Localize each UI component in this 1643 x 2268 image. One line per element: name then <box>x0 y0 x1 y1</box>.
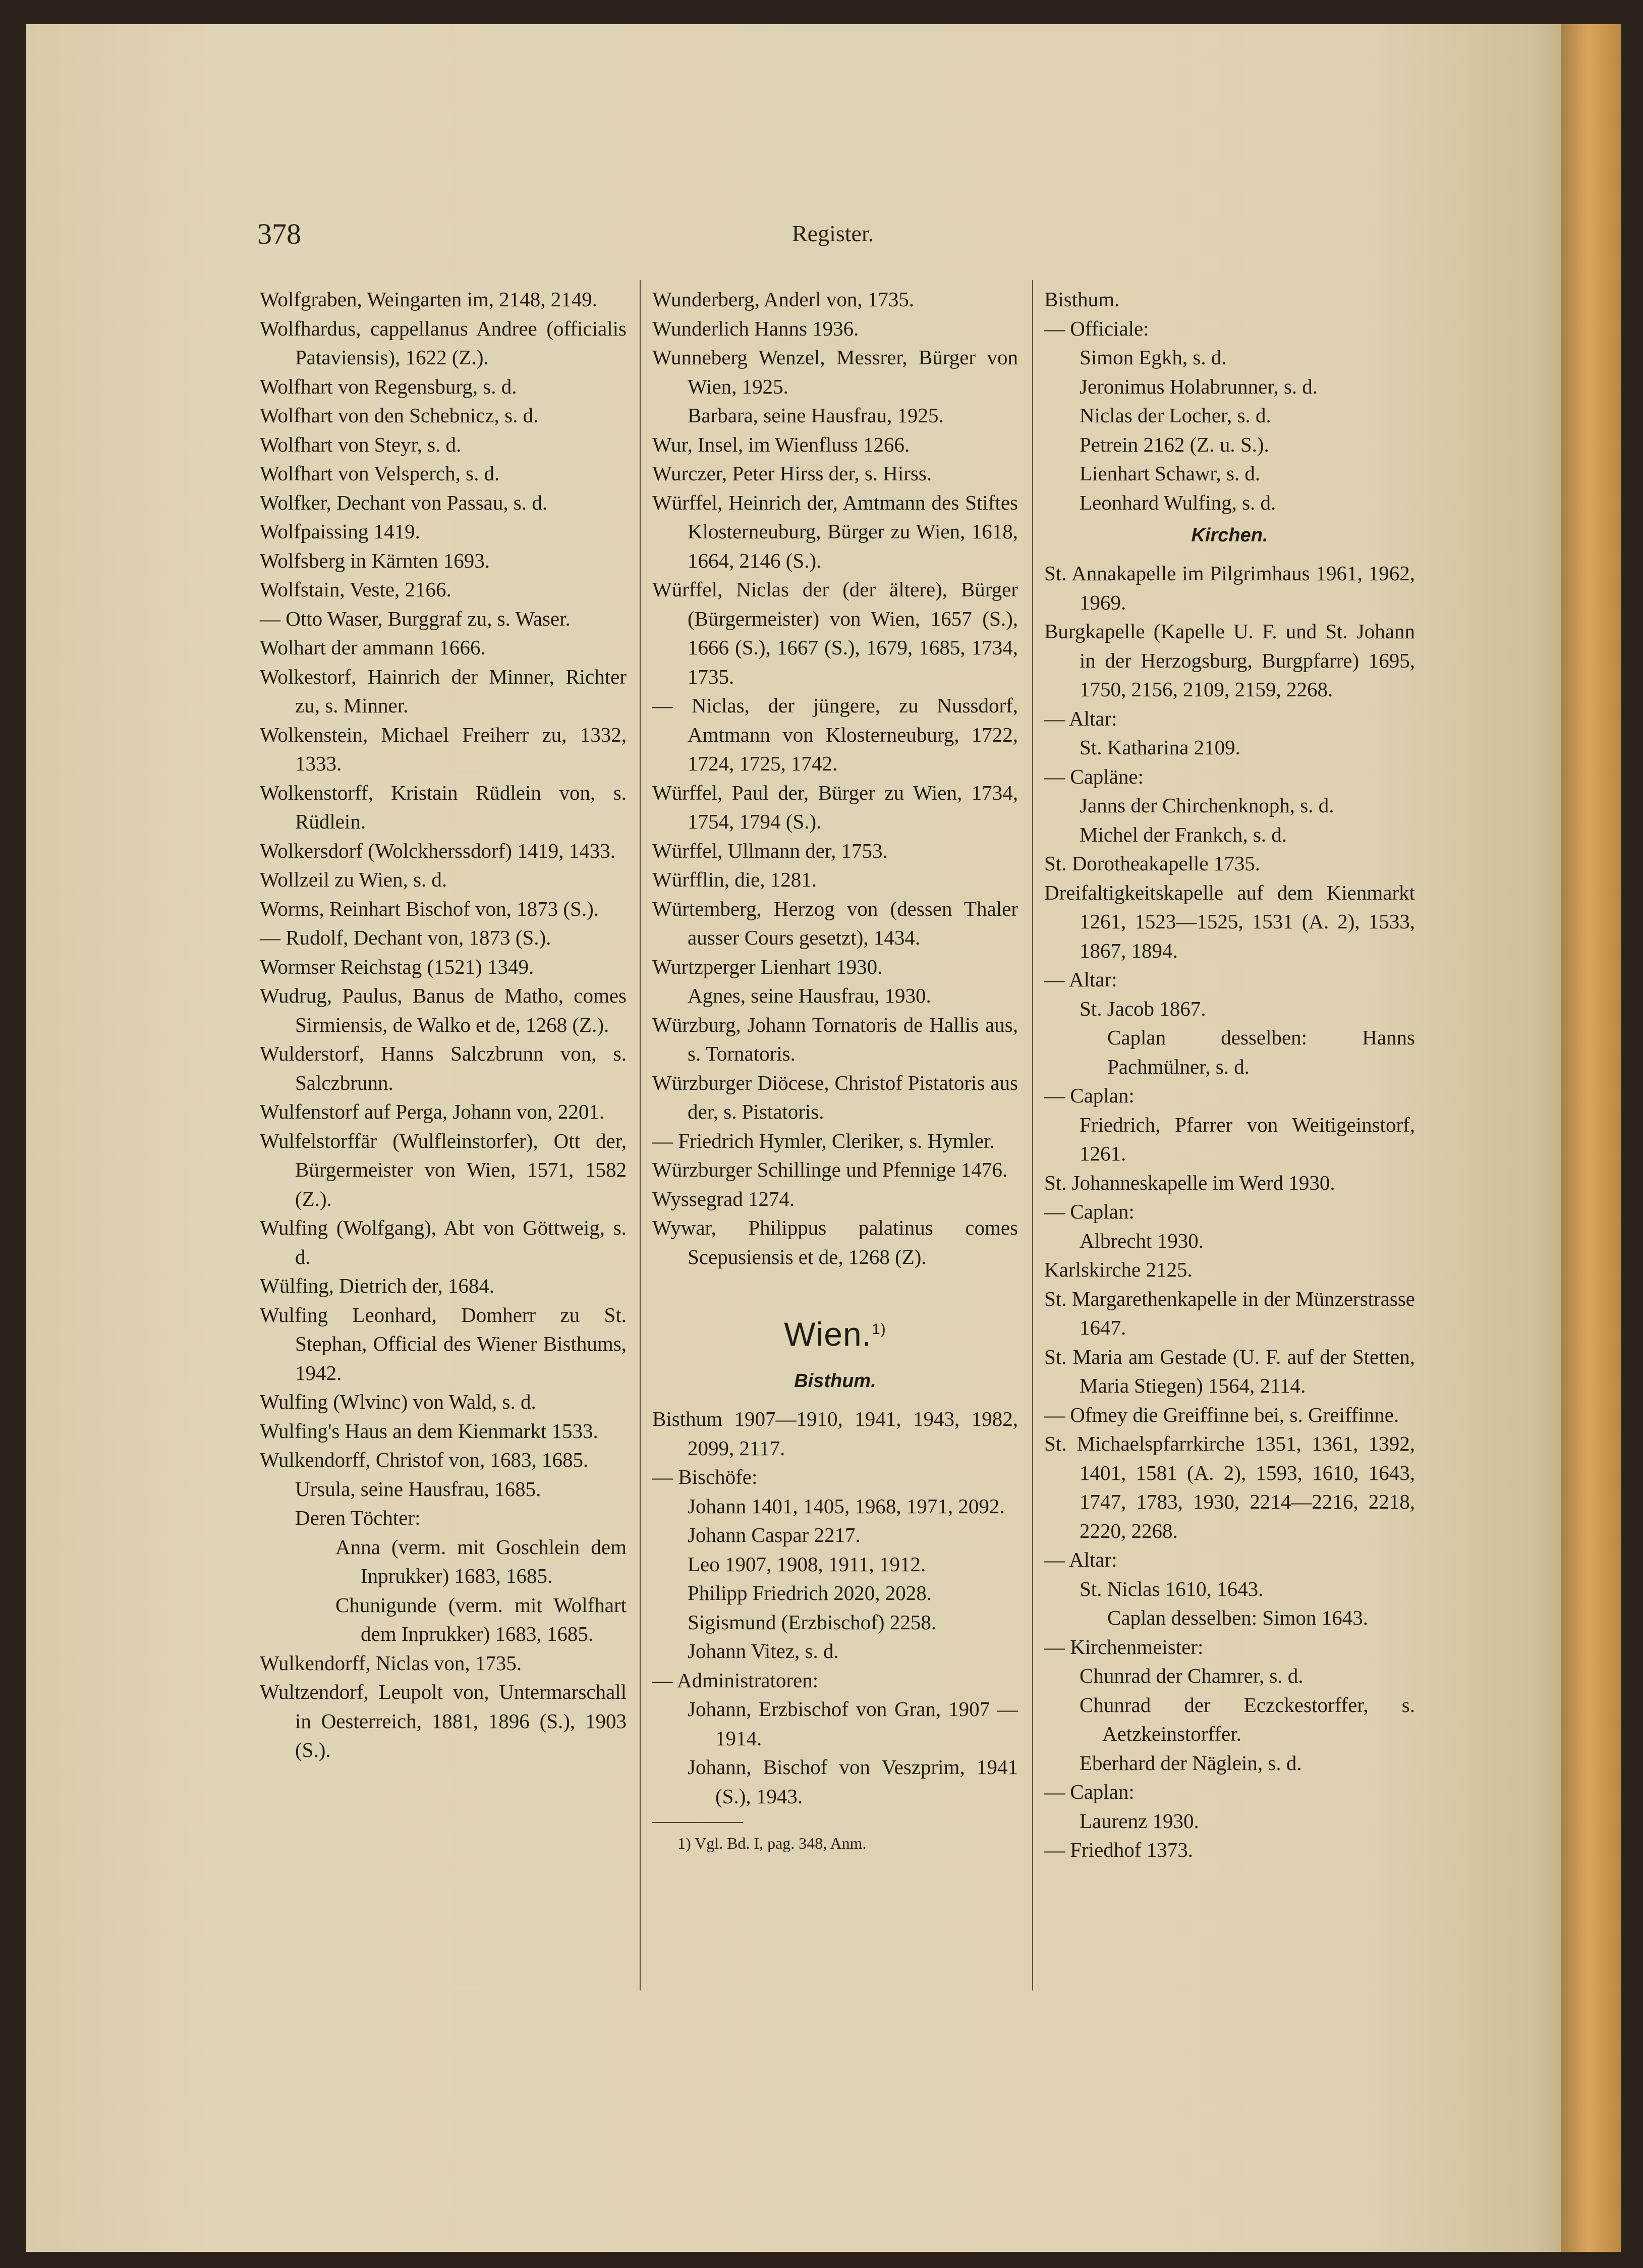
list-item: Johann, Erzbischof von Gran, 1907 —1914. <box>688 1697 1018 1750</box>
list-item: — Otto Waser, Burggraf zu, s. Waser. <box>260 606 571 630</box>
list-item: — Rudolf, Dechant von, 1873 (S.). <box>260 926 551 949</box>
subheading-kirchen: Kirchen. <box>1191 525 1268 546</box>
entry-list <box>260 285 627 1475</box>
list-item: Leonhard Wulfing, s. d. <box>1080 490 1276 514</box>
list-item: — Altar: <box>1044 1548 1117 1571</box>
list-item: Sigismund (Erzbischof) 2258. <box>688 1610 937 1634</box>
list-item: Wolfker, Dechant von Passau, s. d. <box>260 490 548 514</box>
list-item: Eberhard der Näglein, s. d. <box>1080 1751 1302 1775</box>
list-item: Bisthum 1907—1910, 1941, 1943, 1982, 2099, 2117. <box>652 1407 1018 1460</box>
list-item: St. Margarethenkapelle in der Münzerstrasse 1647. <box>1044 1287 1415 1339</box>
list-item: Wormser Reichstag (1521) 1349. <box>260 955 534 978</box>
list-item: St. Maria am Gestade (U. F. auf der Stetten, Maria Stiegen) 1564, 2114. <box>1044 1345 1415 1397</box>
list-item: Wolfhart von Regensburg, s. d. <box>260 374 517 398</box>
footnote-rule <box>652 1822 743 1823</box>
list-item: Wollzeil zu Wien, s. d. <box>260 868 447 891</box>
list-item: Wolfstain, Veste, 2166. <box>260 578 451 601</box>
entry-list <box>652 285 1018 401</box>
entry-list <box>652 1405 1018 1463</box>
list-item: — Capläne: <box>1044 764 1144 788</box>
list-item: Wultzendorf, Leupolt von, Untermarschall in Oesterreich, 1881, 1896 (S.), 1903 (S.). <box>260 1680 627 1761</box>
list-item: Albrecht 1930. <box>1080 1229 1204 1252</box>
footnote: 1) Vgl. Bd. I, pag. 348, Anm. <box>677 1834 867 1852</box>
list-item: Burgkapelle (Kapelle U. F. und St. Johann in der Herzogsburg, Burgpfarre) 1695, 1750, 2156, 2109, 2159, 2268. <box>1044 620 1415 701</box>
list-item: Leo 1907, 1908, 1911, 1912. <box>688 1552 926 1576</box>
list-item: Johann Caspar 2217. <box>688 1523 861 1546</box>
entry-list <box>1044 343 1415 517</box>
list-item: Wunneberg Wenzel, Messrer, Bürger von Wien, 1925. <box>652 346 1018 398</box>
list-item: Jeronimus Holabrunner, s. d. <box>1080 374 1318 398</box>
list-item: Wolfsberg in Kärnten 1693. <box>260 548 490 572</box>
list-item: Wulkendorff, Niclas von, 1735. <box>260 1651 522 1675</box>
list-item: St. Niclas 1610, 1643. <box>1080 1577 1264 1600</box>
list-item: Worms, Reinhart Bischof von, 1873 (S.). <box>260 897 599 920</box>
list-item: — Ofmey die Greiffinne bei, s. Greiffinne. <box>1044 1403 1399 1426</box>
register-column-1 <box>260 285 627 1765</box>
register-column-2 <box>652 285 1018 1854</box>
list-item: Würtemberg, Herzog von (dessen Thaler ausser Cours gesetzt), 1434. <box>652 897 1018 949</box>
list-item: Wulfelstorffär (Wulfleinstorfer), Ott der, Bürgermeister von Wien, 1571, 1582 (Z.). <box>260 1129 627 1210</box>
list-item: Wülfing, Dietrich der, 1684. <box>260 1274 495 1297</box>
list-item: Wolkenstein, Michael Freiherr zu, 1332, 1333. <box>260 723 627 775</box>
list-item: Wyssegrad 1274. <box>652 1187 795 1210</box>
list-item: Chunigunde (verm. mit Wolfhart dem Inprukker) 1683, 1685. <box>335 1593 627 1645</box>
column-rule-1 <box>640 280 641 1990</box>
list-item: St. Jacob 1867. <box>1080 997 1206 1020</box>
list-item: St. Michaelspfarrkirche 1351, 1361, 1392, 1401, 1581 (A. 2), 1593, 1610, 1643, 1747, 1783, 1930, 2214—2216, 2218, 2220, 2268. <box>1044 1432 1415 1542</box>
list-item: — Niclas, der jüngere, zu Nussdorf, Amtmann von Klosterneuburg, 1722, 1724, 1725, 1742. <box>652 694 1018 775</box>
entry-list <box>260 1649 627 1765</box>
list-item: — Bischöfe: <box>652 1465 758 1488</box>
list-item: Ursula, seine Hausfrau, 1685. <box>295 1477 541 1501</box>
list-item: Niclas der Locher, s. d. <box>1080 404 1271 427</box>
list-item: Wunderlich Hanns 1936. <box>652 316 859 340</box>
list-item: Wulfing (Wlvinc) von Wald, s. d. <box>260 1390 536 1413</box>
list-item: Agnes, seine Hausfrau, 1930. <box>688 984 931 1007</box>
list-item: Karlskirche 2125. <box>1044 1258 1193 1281</box>
list-item: Barbara, seine Hausfrau, 1925. <box>688 404 944 427</box>
section-title-wien: Wien.$^{1)}$ <box>784 1315 886 1353</box>
list-item: Wolkersdorf (Wolckherssdorf) 1419, 1433. <box>260 839 616 862</box>
entry-list <box>652 430 1018 982</box>
list-item: Caplan desselben: Hanns Pachmülner, s. d. <box>1107 1026 1415 1078</box>
scan-edge <box>1621 24 1643 2252</box>
list-item: Johann, Bischof von Veszprim, 1941 (S.), 1943. <box>688 1755 1018 1808</box>
list-item: Johann Vitez, s. d. <box>688 1639 839 1663</box>
list-item: Anna (verm. mit Goschlein dem Inprukker) 1683, 1685. <box>335 1535 627 1587</box>
list-item: Wolfhart von Velsperch, s. d. <box>260 462 500 485</box>
entry-list <box>652 1492 1018 1666</box>
list-item: — Friedhof 1373. <box>1044 1838 1193 1861</box>
list-item: Wunderberg, Anderl von, 1735. <box>652 288 915 311</box>
entry-list <box>652 1695 1018 1811</box>
column-rule-2 <box>1032 280 1033 1990</box>
list-item: Caplan desselben: Simon 1643. <box>1107 1606 1369 1629</box>
list-item: Philipp Friedrich 2020, 2028. <box>688 1581 932 1605</box>
list-item: Würffel, Paul der, Bürger zu Wien, 1734, 1754, 1794 (S.). <box>652 781 1018 833</box>
list-item: Würzburg, Johann Tornatoris de Hallis aus, s. Tornatoris. <box>652 1013 1018 1065</box>
list-item: Würffel, Niclas der (der ältere), Bürger (Bürgermeister) von Wien, 1657 (S.), 1666 (S.), 1667 (S.), 1679, 1685, 1734, 1735. <box>652 578 1018 688</box>
list-item: Würffel, Ullmann der, 1753. <box>652 839 888 862</box>
list-item: — Friedrich Hymler, Cleriker, s. Hymler. <box>652 1129 995 1152</box>
list-item: Wywar, Philippus palatinus comes Scepusiensis et de, 1268 (Z). <box>652 1216 1018 1268</box>
list-item: Deren Töchter: <box>295 1506 421 1529</box>
list-item: St. Annakapelle im Pilgrimhaus 1961, 1962, 1969. <box>1044 562 1415 614</box>
entry-list <box>1044 559 1415 1865</box>
list-item: St. Johanneskapelle im Werd 1930. <box>1044 1171 1335 1194</box>
list-item: Johann 1401, 1405, 1968, 1971, 2092. <box>688 1494 1005 1518</box>
list-item: — Caplan: <box>1044 1780 1135 1803</box>
list-item: Bisthum. <box>1044 288 1120 311</box>
list-item: Wurczer, Peter Hirss der, s. Hirss. <box>652 462 932 485</box>
list-item: Würfflin, die, 1281. <box>652 868 817 891</box>
list-item: Würffel, Heinrich der, Amtmann des Stiftes Klosterneuburg, Bürger zu Wien, 1618, 1664, 2146 (S.). <box>652 490 1018 572</box>
entry-list <box>652 1011 1018 1272</box>
list-item: Wurtzperger Lienhart 1930. <box>652 955 883 978</box>
list-item: Wulfing Leonhard, Domherr zu St. Stephan, Official des Wiener Bisthums, 1942. <box>260 1303 627 1385</box>
list-item: Wulderstorf, Hanns Salczbrunn von, s. Salczbrunn. <box>260 1042 627 1094</box>
list-item: Wolfhart von Steyr, s. d. <box>260 432 462 456</box>
running-title: Register. <box>792 220 874 246</box>
list-item: Würzburger Diöcese, Christof Pistatoris aus der, s. Pistatoris. <box>652 1071 1018 1123</box>
list-item: Wulfing's Haus an dem Kienmarkt 1533. <box>260 1419 598 1443</box>
list-item: — Caplan: <box>1044 1200 1135 1223</box>
list-item: Wulfing (Wolfgang), Abt von Göttweig, s. d. <box>260 1216 627 1268</box>
list-item: Wolkenstorff, Kristain Rüdlein von, s. Rüdlein. <box>260 781 627 833</box>
list-item: St. Dorotheakapelle 1735. <box>1044 852 1261 875</box>
list-item: Friedrich, Pfarrer von Weitigeinstorf, 1261. <box>1080 1113 1415 1165</box>
list-item: Wulkendorff, Christof von, 1683, 1685. <box>260 1448 589 1471</box>
list-item: Wolkestorf, Hainrich der Minner, Richter zu, s. Minner. <box>260 665 627 717</box>
list-item: — Altar: <box>1044 968 1117 991</box>
register-column-3 <box>1044 285 1415 1865</box>
list-item: Laurenz 1930. <box>1080 1809 1199 1833</box>
list-item: — Administratoren: <box>652 1668 819 1692</box>
list-item: Petrein 2162 (Z. u. S.). <box>1080 432 1269 456</box>
list-item: Lienhart Schawr, s. d. <box>1080 462 1261 485</box>
list-item: Wolhart der ammann 1666. <box>260 636 486 659</box>
list-item: Simon Egkh, s. d. <box>1080 346 1227 369</box>
list-item: Wolfpaissing 1419. <box>260 520 420 543</box>
list-item: Würzburger Schillinge und Pfennige 1476. <box>652 1158 1008 1181</box>
list-item: St. Katharina 2109. <box>1080 736 1240 759</box>
list-item: Chunrad der Eczckestorffer, s. Aetzkeinstorffer. <box>1080 1693 1415 1745</box>
list-item: — Altar: <box>1044 706 1117 730</box>
list-item: Michel der Frankch, s. d. <box>1080 822 1287 846</box>
list-item: Wur, Insel, im Wienfluss 1266. <box>652 432 910 456</box>
list-item: Janns der Chirchenknoph, s. d. <box>1080 794 1334 817</box>
list-item: Wolfhart von den Schebnicz, s. d. <box>260 404 539 427</box>
list-item: Wudrug, Paulus, Banus de Matho, comes Sirmiensis, de Walko et de, 1268 (Z.). <box>260 984 627 1036</box>
list-item: — Officiale: <box>1044 316 1149 340</box>
book-spine <box>1561 24 1621 2252</box>
list-item: Wulfenstorf auf Perga, Johann von, 2201. <box>260 1100 605 1123</box>
list-item: — Kirchenmeister: <box>1044 1635 1204 1658</box>
list-item: Chunrad der Chamrer, s. d. <box>1080 1664 1304 1687</box>
list-item: Dreifaltigkeitskapelle auf dem Kienmarkt 1261, 1523—1525, 1531 (A. 2), 1533, 1867, 1894. <box>1044 880 1415 962</box>
page-number: 378 <box>257 217 301 250</box>
list-item: — Caplan: <box>1044 1084 1135 1107</box>
list-item: Wolfgraben, Weingarten im, 2148, 2149. <box>260 288 597 311</box>
list-item: Wolfhardus, cappellanus Andree (officialis Pataviensis), 1622 (Z.). <box>260 316 627 369</box>
subheading-bisthum: Bisthum. <box>794 1370 876 1392</box>
